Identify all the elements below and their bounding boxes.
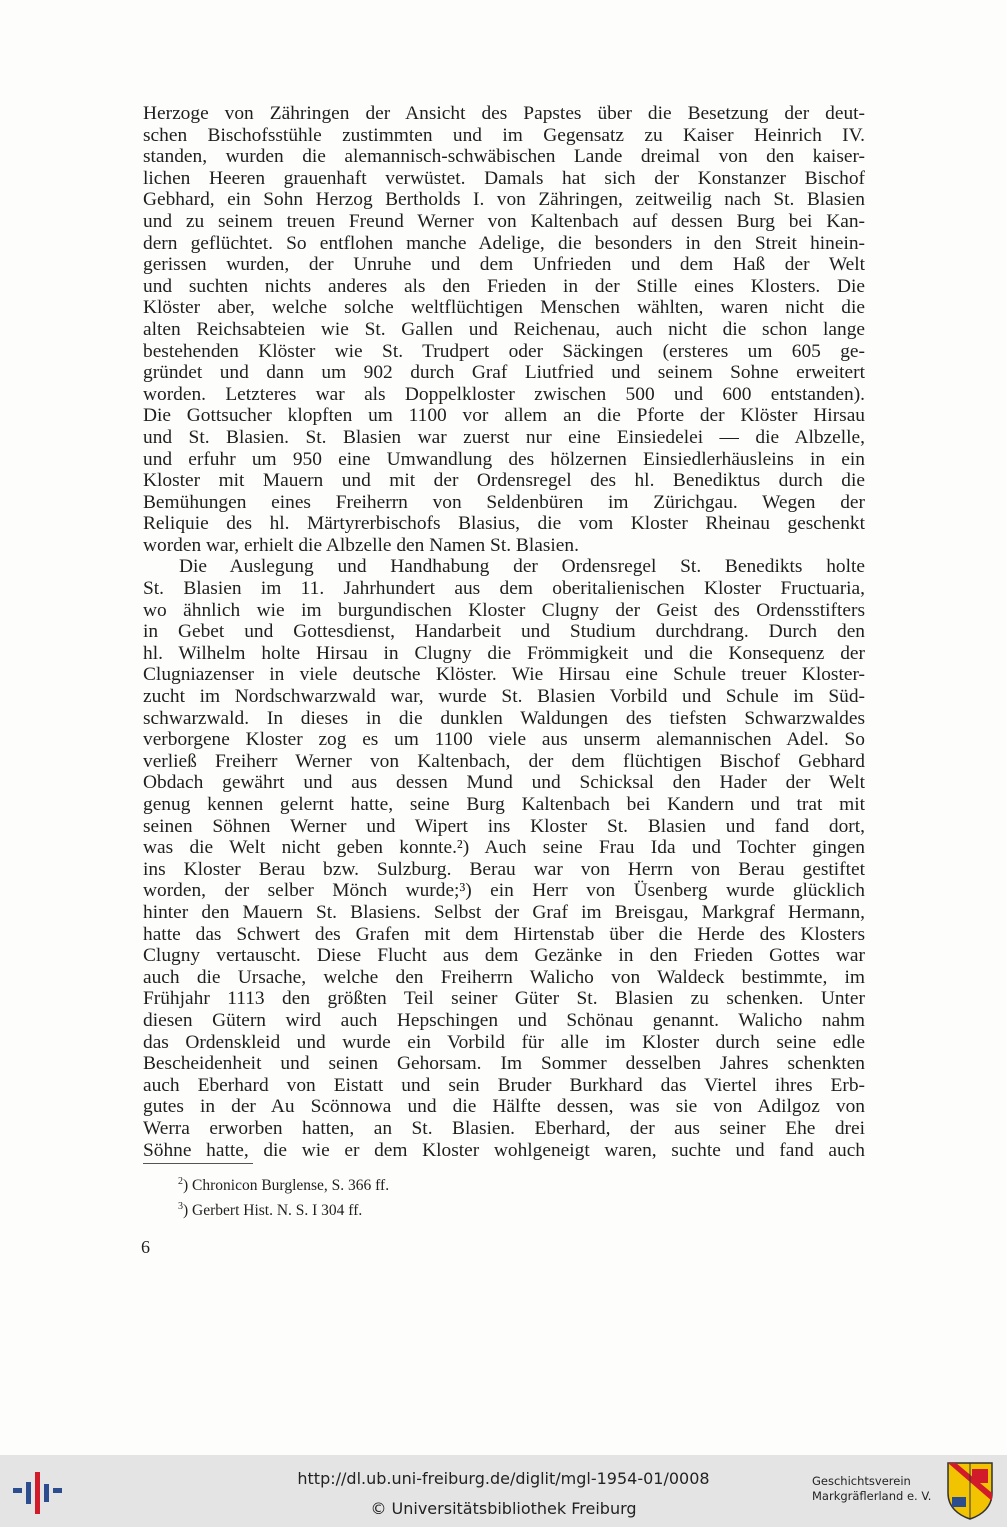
- text-line: Werra erworben hatten, an St. Blasien. Eberhard, der aus seiner Ehe drei: [143, 1117, 865, 1139]
- text-line: und suchten nichts anderes als den Frieden in der Stille eines Klosters. Die: [143, 275, 865, 297]
- text-line: verborgene Kloster zog es um 1100 viele aus unserm alemannischen Adel. So: [143, 729, 865, 751]
- text-line: lichen Heeren grauenhaft verwüstet. Damals hat sich der Konstanzer Bischof: [143, 167, 865, 189]
- text-line: worden, der selber Mönch wurde;³) ein Herr von Üsenberg wurde glücklich: [143, 880, 865, 902]
- text-line: gerissen wurden, der Unruhe und dem Unfrieden und dem Haß der Welt: [143, 254, 865, 276]
- text-line: und zu seinem treuen Freund Werner von Kaltenbach auf dessen Burg bei Kan-: [143, 210, 865, 232]
- text-line: dern geflüchtet. So entflohen manche Adelige, die besonders in den Streit hinein-: [143, 232, 865, 254]
- text-line: bestehenden Klöster wie St. Trudpert oder Säckingen (ersteres um 605 ge-: [143, 340, 865, 362]
- text-line: ins Kloster Berau bzw. Sulzburg. Berau war von Herrn von Berau gestiftet: [143, 858, 865, 880]
- text-line: diesen Gütern wird auch Hepschingen und Schönau genannt. Walicho nahm: [143, 1009, 865, 1031]
- text-line: alten Reichsabteien wie St. Gallen und Reichenau, auch nicht die schon lange: [143, 318, 865, 340]
- text-line: Söhne hatte, die wie er dem Kloster wohlgeneigt waren, suchte und fand auch: [143, 1139, 865, 1161]
- viewer-footer: [0, 1455, 1007, 1527]
- text-line: schwarzwald. In dieses in die dunklen Waldungen des tiefsten Schwarzwaldes: [143, 707, 865, 729]
- text-line: wo ähnlich wie im burgundischen Kloster Clugny der Geist des Ordensstifters: [143, 599, 865, 621]
- text-line: Bescheidenheit und seinen Gehorsam. Im Sommer desselben Jahres schenkten: [143, 1053, 865, 1075]
- copyright-notice: © Universitätsbibliothek Freiburg: [370, 1499, 637, 1518]
- text-line: genug kennen gelernt hatte, seine Burg Kaltenbach bei Kandern und trat mit: [143, 794, 865, 815]
- text-line: was die Welt nicht geben konnte.²) Auch seine Frau Ida und Tochter gingen: [143, 837, 865, 859]
- markgraeflerland-crest-icon: [946, 1461, 994, 1521]
- body-text: [143, 103, 865, 1161]
- text-line: auch Eberhard von Eistatt und sein Bruder Burkhard das Viertel ihres Erb-: [143, 1074, 865, 1096]
- text-line: standen, wurden die alemannisch-schwäbischen Lande dreimal von den kaiser-: [143, 146, 865, 168]
- text-line: Bemühungen eines Freiherrn von Seldenbüren im Zürichgau. Wegen der: [143, 491, 865, 513]
- footnote-2: $^2$) Chronicon Burglense, S. 366 ff.: [178, 1176, 390, 1195]
- text-line: gutes in der Au Scönnowa und die Hälfte dessen, was sie von Adilgoz von: [143, 1096, 865, 1118]
- text-line: das Ordenskleid und wurde ein Vorbild für alle im Kloster durch seine edle: [143, 1031, 865, 1053]
- text-line: Klöster aber, welche solche weltflüchtigen Menschen wählten, waren nicht die: [143, 297, 865, 319]
- text-line: Reliquie des hl. Märtyrerbischofs Blasius, die vom Kloster Rheinau geschenkt: [143, 513, 865, 535]
- text-line: verließ Freiherr Werner von Kaltenbach, der dem flüchtigen Bischof Gebhard: [143, 750, 865, 772]
- page-number: 6: [141, 1237, 150, 1257]
- text-line: hl. Wilhelm holte Hirsau in Clugny die Frömmigkeit und die Konsequenz der: [143, 642, 865, 664]
- text-line: worden. Letzteres war als Doppelkloster zwischen 500 und 600 entstanden).: [143, 383, 865, 405]
- text-line: Clugniazenser in viele deutsche Klöster. Wie Hirsau eine Schule treuer Kloster-: [143, 664, 865, 686]
- text-line: Obdach gewährt und aus dessen Mund und Schicksal den Hader der Welt: [143, 772, 865, 794]
- society-name: [812, 1474, 931, 1504]
- text-line: St. Blasien im 11. Jahrhundert aus dem oberitalienischen Kloster Fructuaria,: [143, 578, 865, 600]
- text-line: Clugny vertauscht. Diese Flucht aus dem Gezänke in den Frieden Gottes war: [143, 945, 865, 967]
- text-line: hinter den Mauern St. Blasiens. Selbst der Graf im Breisgau, Markgraf Hermann,: [143, 901, 865, 923]
- text-line: Gebhard, ein Sohn Herzog Bertholds I. von Zähringen, zeitweilig nach St. Blasien: [143, 189, 865, 211]
- footnote-divider: [143, 1163, 253, 1164]
- text-line: und erfuhr um 950 eine Umwandlung des hölzernen Einsiedlerhäusleins in ein: [143, 448, 865, 470]
- text-line: und St. Blasien. St. Blasien war zuerst nur eine Einsiedelei — die Albzelle,: [143, 426, 865, 448]
- text-line: gründet und dann um 902 durch Graf Liutfried und seinem Sohne erweitert: [143, 362, 865, 384]
- society-name-line-1: Geschichtsverein: [812, 1474, 911, 1488]
- text-line: hatte das Schwert des Grafen mit dem Hirtenstab über die Herde des Klosters: [143, 923, 865, 945]
- footnote-3: $^3$) Gerbert Hist. N. S. I 304 ff.: [178, 1200, 363, 1219]
- text-line: Die Auslegung und Handhabung der Ordensregel St. Benedikts holte: [179, 556, 865, 578]
- text-line: Herzoge von Zähringen der Ansicht des Papstes über die Besetzung der deut-: [143, 103, 865, 124]
- text-line: Die Gottsucher klopften um 1100 vor allem an die Pforte der Klöster Hirsau: [143, 405, 865, 427]
- text-line: worden war, erhielt die Albzelle den Namen St. Blasien.: [143, 534, 579, 556]
- text-line: zucht im Nordschwarzwald war, wurde St. Blasien Vorbild und Schule im Süd-: [143, 686, 865, 708]
- text-line: in Gebet und Gottesdienst, Handarbeit und Studium durchdrang. Durch den: [143, 621, 865, 643]
- text-line: Kloster mit Mauern und mit der Ordensregel des hl. Benediktus durch die: [143, 470, 865, 492]
- text-line: auch die Ursache, welche den Freiherrn Walicho von Waldeck bestimmte, im: [143, 966, 865, 988]
- footnotes: [178, 1172, 389, 1221]
- text-line: schen Bischofsstühle zustimmten und im Gegensatz zu Kaiser Heinrich IV.: [143, 124, 865, 146]
- text-line: Frühjahr 1113 den größten Teil seiner Güter St. Blasien zu schenken. Unter: [143, 988, 865, 1010]
- permalink-url[interactable]: http://dl.ub.uni-freiburg.de/diglit/mgl-1954-01/0008: [297, 1469, 710, 1488]
- society-name-line-2: Markgräflerland e. V.: [812, 1489, 932, 1503]
- text-line: seinen Söhnen Werner und Wipert ins Kloster St. Blasien und fand dort,: [143, 815, 865, 837]
